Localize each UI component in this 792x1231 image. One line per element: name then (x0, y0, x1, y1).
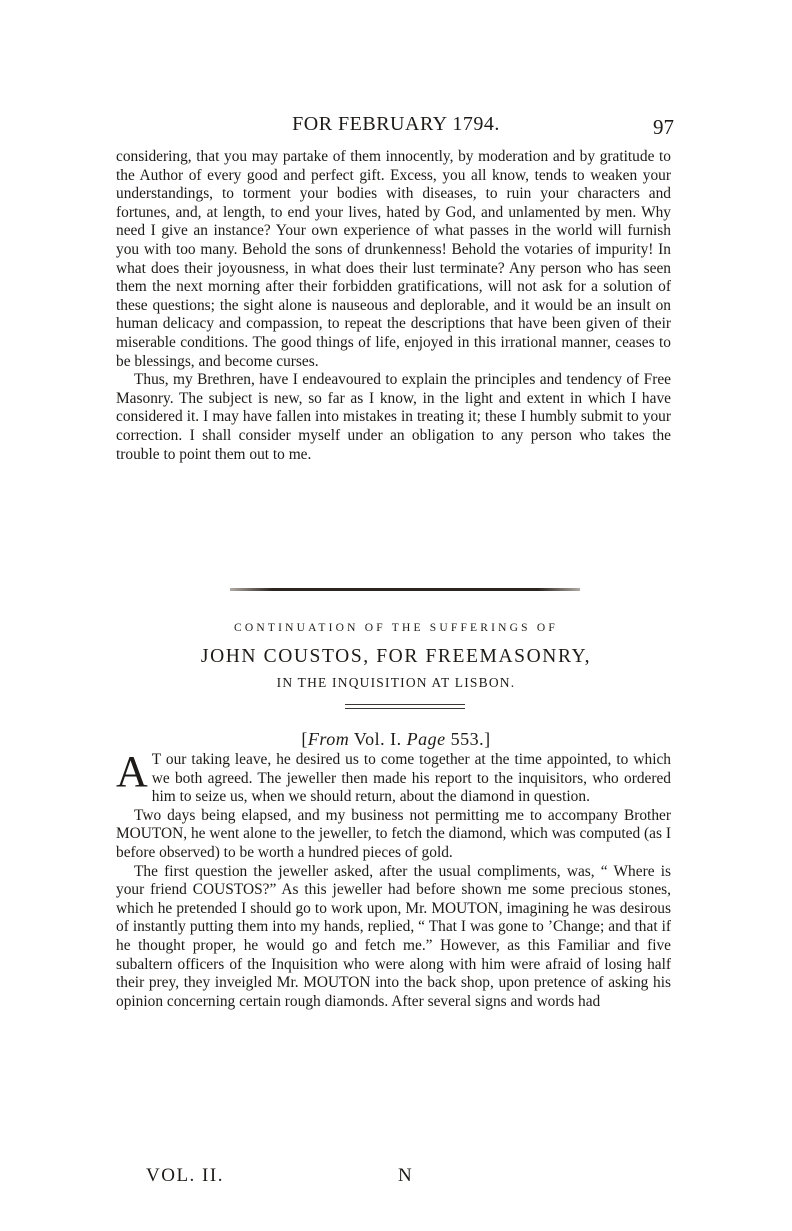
sermon-paragraph: Thus, my Brethren, have I endeavoured to explain the principles and tendency of Free Masonry. The subject is new, so far as I know, in the light and extent in which I have considered it. I may have fallen into mistakes in treating it; these I humbly submit to your correction. I shall consider myself under an obligation to any person who takes the trouble to point them out to me. (116, 371, 671, 463)
sermon-paragraph: considering, that you may partake of them innocently, by moderation and by gratitude to the Author of every good and perfect gift. Excess, you all know, tends to weaken your understandings, to torment your bodies with diseases, to ruin your characters and fortunes, and, at length, to end your lives, hated by God, and unlamented by men. Why need I give an instance? Your own experience of what passes in the world will furnish you with too many. Behold the sons of drunkenness! Behold the votaries of impurity! In what does their joyousness, in what does their lust terminate? Any person who has seen them the next morning after their forbidden gratifications, will not ask for a solution of these questions; the sight alone is nauseous and deplorable, and it would be an insult on human delicacy and compassion, to repeat the descriptions that have been given of their miserable conditions. The good things of life, enjoyed in this irrational manner, ceases to be blessings, and become curses. (116, 148, 671, 370)
gathering-signature: N (398, 1165, 412, 1186)
running-head (0, 113, 792, 141)
source-bracket-open: [ (301, 729, 308, 749)
article-body (116, 747, 671, 1011)
article-paragraph-text: T our taking leave, he desired us to come together at the time appointed, to which we both agreed. The jeweller then made his report to the inquisitors, who ordered him to seize us, when we should return, about the diamond in question. (151, 751, 671, 806)
article-paragraph: The first question the jeweller asked, after the usual compliments, was, “ Where is your friend COUSTOS?” As this jeweller had before shown me some precious stones, which he pretended I should go to work upon, Mr. MOUTON, imagining he was desirous of instantly putting them into my hands, replied, “ That I was gone to ’Change; and that if he thought proper, he would go and fetch me.” However, as this Familiar and five subaltern officers of the Inquisition who were along with him were afraid of losing half their prey, they inveigled Mr. MOUTON into the back shop, upon pretence of asking his opinion concerning certain rough diamonds. After several signs and words had (116, 862, 671, 1010)
article-paragraph (116, 747, 671, 807)
source-page-number: 553.] (445, 729, 491, 749)
drop-cap: A (116, 747, 148, 796)
article-paragraph: Two days being elapsed, and my business not permitting me to accompany Brother MOUTON, he went alone to the jeweller, to fetch the diamond, which was computed (as I before observed) to be worth a hundred pieces of gold. (116, 806, 671, 861)
page-footer (0, 1165, 792, 1191)
source-from: From (307, 729, 350, 749)
page-number: 97 (653, 115, 674, 139)
source-page-word: Page (406, 729, 446, 749)
section-divider (230, 588, 580, 591)
article-kicker: CONTINUATION OF THE SUFFERINGS OF (234, 622, 558, 634)
title-double-rule (345, 704, 465, 712)
source-volume: Vol. I. (349, 729, 407, 749)
volume-signature: VOL. II. (146, 1165, 224, 1186)
running-title: FOR FEBRUARY 1794. (292, 113, 500, 135)
sermon-conclusion (116, 148, 671, 464)
article-subtitle: IN THE INQUISITION AT LISBON. (276, 675, 516, 690)
article-title: JOHN COUSTOS, FOR FREEMASONRY, (200, 646, 592, 667)
